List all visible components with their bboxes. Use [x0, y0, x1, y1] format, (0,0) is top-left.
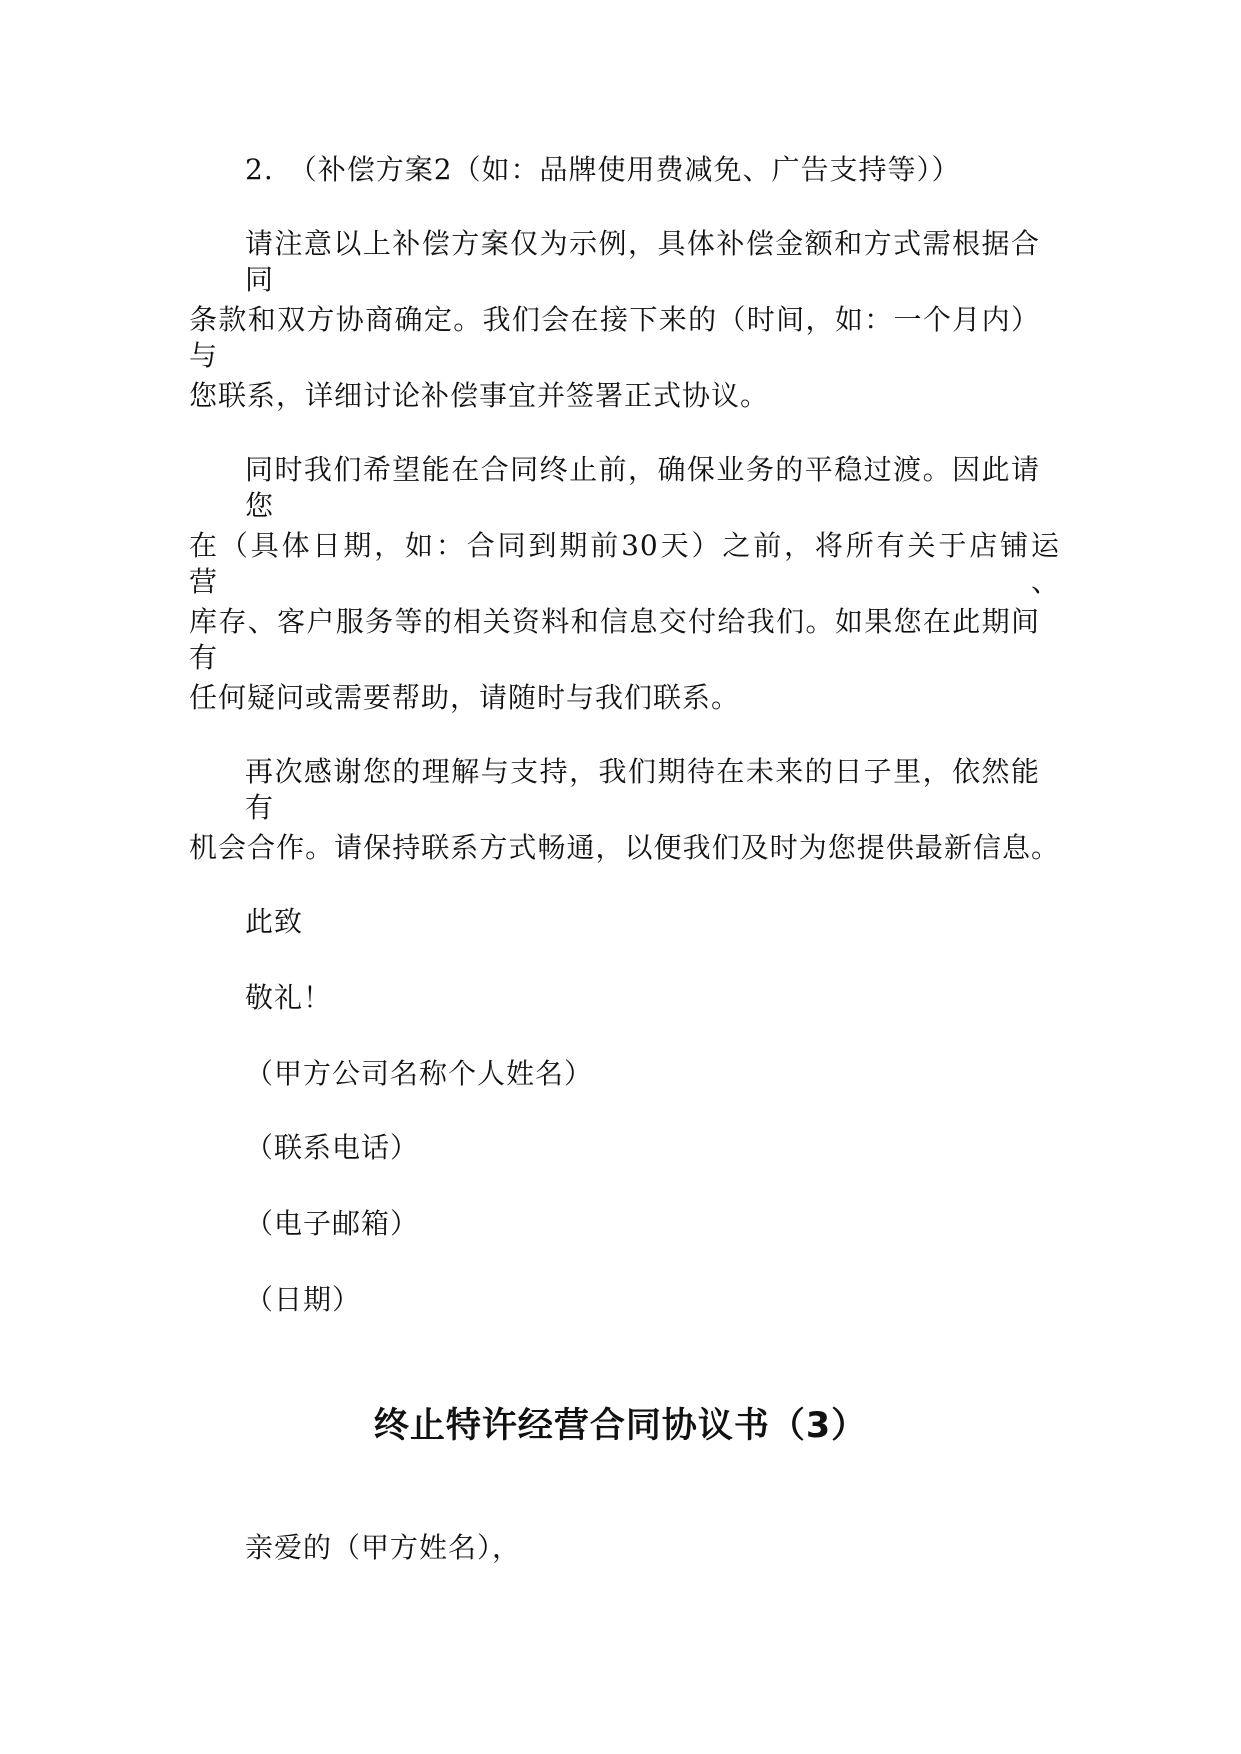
paragraph-line: 您联系，详细讨论补偿事宜并签署正式协议。: [189, 379, 770, 412]
signature-name: （甲方公司名称个人姓名）: [245, 1057, 594, 1090]
compensation-item-2: 2. （补偿方案2（如：品牌使用费减免、广告支持等））: [245, 153, 961, 186]
paragraph-line: 任何疑问或需要帮助，请随时与我们联系。: [189, 681, 741, 714]
greeting: 亲爱的（甲方姓名），: [245, 1531, 522, 1564]
paragraph-line: 条款和双方协商确定。我们会在接下来的（时间，如：一个月内）与: [189, 303, 1040, 372]
paragraph-line: 库存、客户服务等的相关资料和信息交付给我们。如果您在此期间有: [189, 605, 1040, 674]
section-title: 终止特许经营合同协议书（3）: [373, 1406, 868, 1446]
closing-line: 此致: [245, 905, 304, 938]
signature-date: （日期）: [245, 1283, 362, 1316]
paragraph-line: 机会合作。请保持联系方式畅通，以便我们及时为您提供最新信息。: [189, 831, 1060, 864]
paragraph-line: 再次感谢您的理解与支持，我们期待在未来的日子里，依然能有: [245, 755, 1040, 824]
signature-email: （电子邮箱）: [245, 1207, 420, 1240]
signature-phone: （联系电话）: [245, 1131, 420, 1164]
paragraph-line: 在（具体日期，如：合同到期前30天）之前，将所有关于店铺运营、: [189, 529, 1060, 598]
closing-line: 敬礼！: [245, 981, 333, 1014]
paragraph-line: 请注意以上补偿方案仅为示例，具体补偿金额和方式需根据合同: [245, 227, 1040, 296]
paragraph-line: 同时我们希望能在合同终止前，确保业务的平稳过渡。因此请您: [245, 453, 1040, 522]
